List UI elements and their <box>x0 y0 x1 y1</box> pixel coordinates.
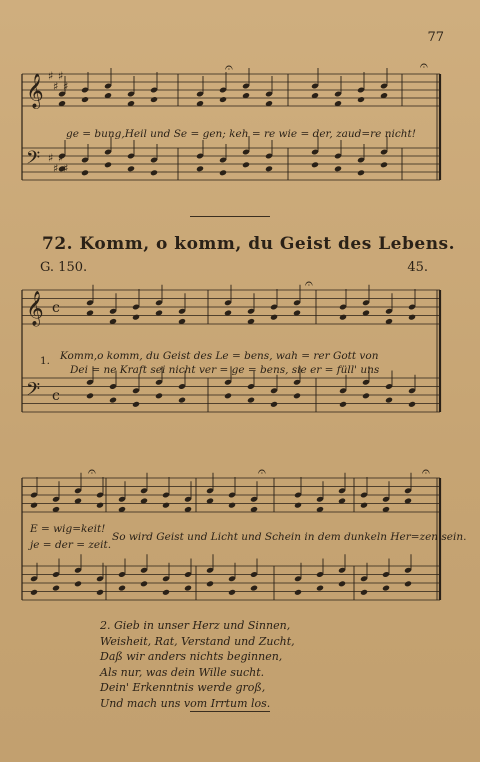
music-glyph: 𝄢 <box>26 148 41 174</box>
note-head <box>219 169 227 176</box>
note-head <box>339 314 347 321</box>
note-head <box>86 392 94 399</box>
verse-2-line: Weisheit, Rat, Verstand und Zucht, <box>100 634 295 648</box>
verse-2-line: Dein' Erkenntnis werde groß, <box>100 681 266 694</box>
music-glyph: 𝄢 <box>26 379 41 405</box>
note-head <box>162 589 170 596</box>
music-glyph: ♯ <box>63 162 69 175</box>
note-head <box>265 165 273 172</box>
verse-number: 1. <box>40 355 51 367</box>
note-head <box>74 580 82 587</box>
note-head <box>224 392 232 399</box>
note-head <box>360 502 368 509</box>
music-glyph: 𝄐 <box>258 464 266 480</box>
note-head <box>242 161 250 168</box>
hymn-ref-number: 45. <box>407 260 428 275</box>
note-head <box>184 585 192 592</box>
note-head <box>334 165 342 172</box>
divider-rule <box>190 711 270 712</box>
music-glyph: 𝄐 <box>422 464 430 480</box>
note-head <box>338 580 346 587</box>
music-glyph: 𝄐 <box>88 464 96 480</box>
music-glyph: 𝄐 <box>225 60 233 76</box>
note-head <box>382 585 390 592</box>
music-glyph: ♯ <box>58 151 64 165</box>
note-head <box>380 161 388 168</box>
verse-2-line: Daß wir anders nichts beginnen, <box>100 650 283 663</box>
note-head <box>362 392 370 399</box>
verse-2-line: 2. Gieb in unser Herz und Sinnen, <box>100 619 291 632</box>
note-head <box>385 397 393 404</box>
note-head <box>357 169 365 176</box>
music-glyph: ♯ <box>58 69 64 83</box>
music-glyph: 𝄞 <box>26 291 44 327</box>
note-head <box>81 96 89 103</box>
note-head <box>293 392 301 399</box>
note-head <box>52 585 60 592</box>
music-glyph: c <box>52 388 60 405</box>
note-head <box>357 96 365 103</box>
note-head <box>132 401 140 408</box>
music-glyph: 𝄐 <box>305 276 313 292</box>
note-head <box>109 397 117 404</box>
note-head <box>294 502 302 509</box>
note-head <box>311 161 319 168</box>
note-head <box>219 96 227 103</box>
note-head <box>270 314 278 321</box>
system3-lyrics-shared: So wird Geist und Licht und Schein in dem dunkeln Her=zen sein. <box>112 531 467 543</box>
note-head <box>140 580 148 587</box>
verse-2-text <box>100 618 295 711</box>
system3-lyrics-line1: E = wig=keit! <box>30 523 106 535</box>
note-head <box>178 397 186 404</box>
note-head <box>270 401 278 408</box>
music-glyph: ♯ <box>48 151 54 165</box>
note-head <box>339 401 347 408</box>
music-glyph: ♯ <box>53 162 59 175</box>
music-glyph: ♯ <box>53 80 59 93</box>
note-head <box>155 392 163 399</box>
note-head <box>150 169 158 176</box>
tune-reference: G. 150. <box>40 260 88 275</box>
verse-2-line: Als nur, was dein Wille sucht. <box>100 665 265 679</box>
note-head <box>81 169 89 176</box>
note-head <box>96 502 104 509</box>
note-head <box>196 165 204 172</box>
note-head <box>408 401 416 408</box>
music-glyph: 𝄐 <box>420 58 428 74</box>
verse-2-line: Und mach uns vom Irrtum los. <box>100 696 271 710</box>
note-head <box>404 580 412 587</box>
note-head <box>408 314 416 321</box>
system2-lyrics-line1: Komm,o komm, du Geist des Le = bens, wah = rer Gott von <box>60 350 379 362</box>
system3-lyrics-line2: je = der = zeit. <box>30 539 112 551</box>
system1-lyrics: ge = bung,Heil und Se = gen; keh = re wie = der, zaud=re nicht! <box>66 128 416 140</box>
note-head <box>247 397 255 404</box>
note-head <box>150 96 158 103</box>
system2-lyrics-line2: Dei = ne Kraft sei nicht ver = ge = bens, sie er = füll' uns <box>70 364 380 376</box>
note-head <box>162 502 170 509</box>
note-head <box>228 589 236 596</box>
note-head <box>118 585 126 592</box>
note-head <box>294 589 302 596</box>
music-glyph: ♯ <box>63 80 69 93</box>
note-head <box>132 314 140 321</box>
music-glyph: ♯ <box>48 69 54 83</box>
note-head <box>316 585 324 592</box>
divider-rule <box>190 216 270 217</box>
note-head <box>206 580 214 587</box>
music-glyph: 𝄞 <box>26 73 44 109</box>
hymn-title: 72. Komm, o komm, du Geist des Lebens. <box>42 234 456 254</box>
note-head <box>30 589 38 596</box>
note-head <box>250 585 258 592</box>
page-number: 77 <box>427 30 444 45</box>
note-head <box>96 589 104 596</box>
note-head <box>30 502 38 509</box>
music-glyph: c <box>52 300 60 317</box>
note-head <box>127 165 135 172</box>
note-head <box>104 161 112 168</box>
note-head <box>228 502 236 509</box>
note-head <box>360 589 368 596</box>
